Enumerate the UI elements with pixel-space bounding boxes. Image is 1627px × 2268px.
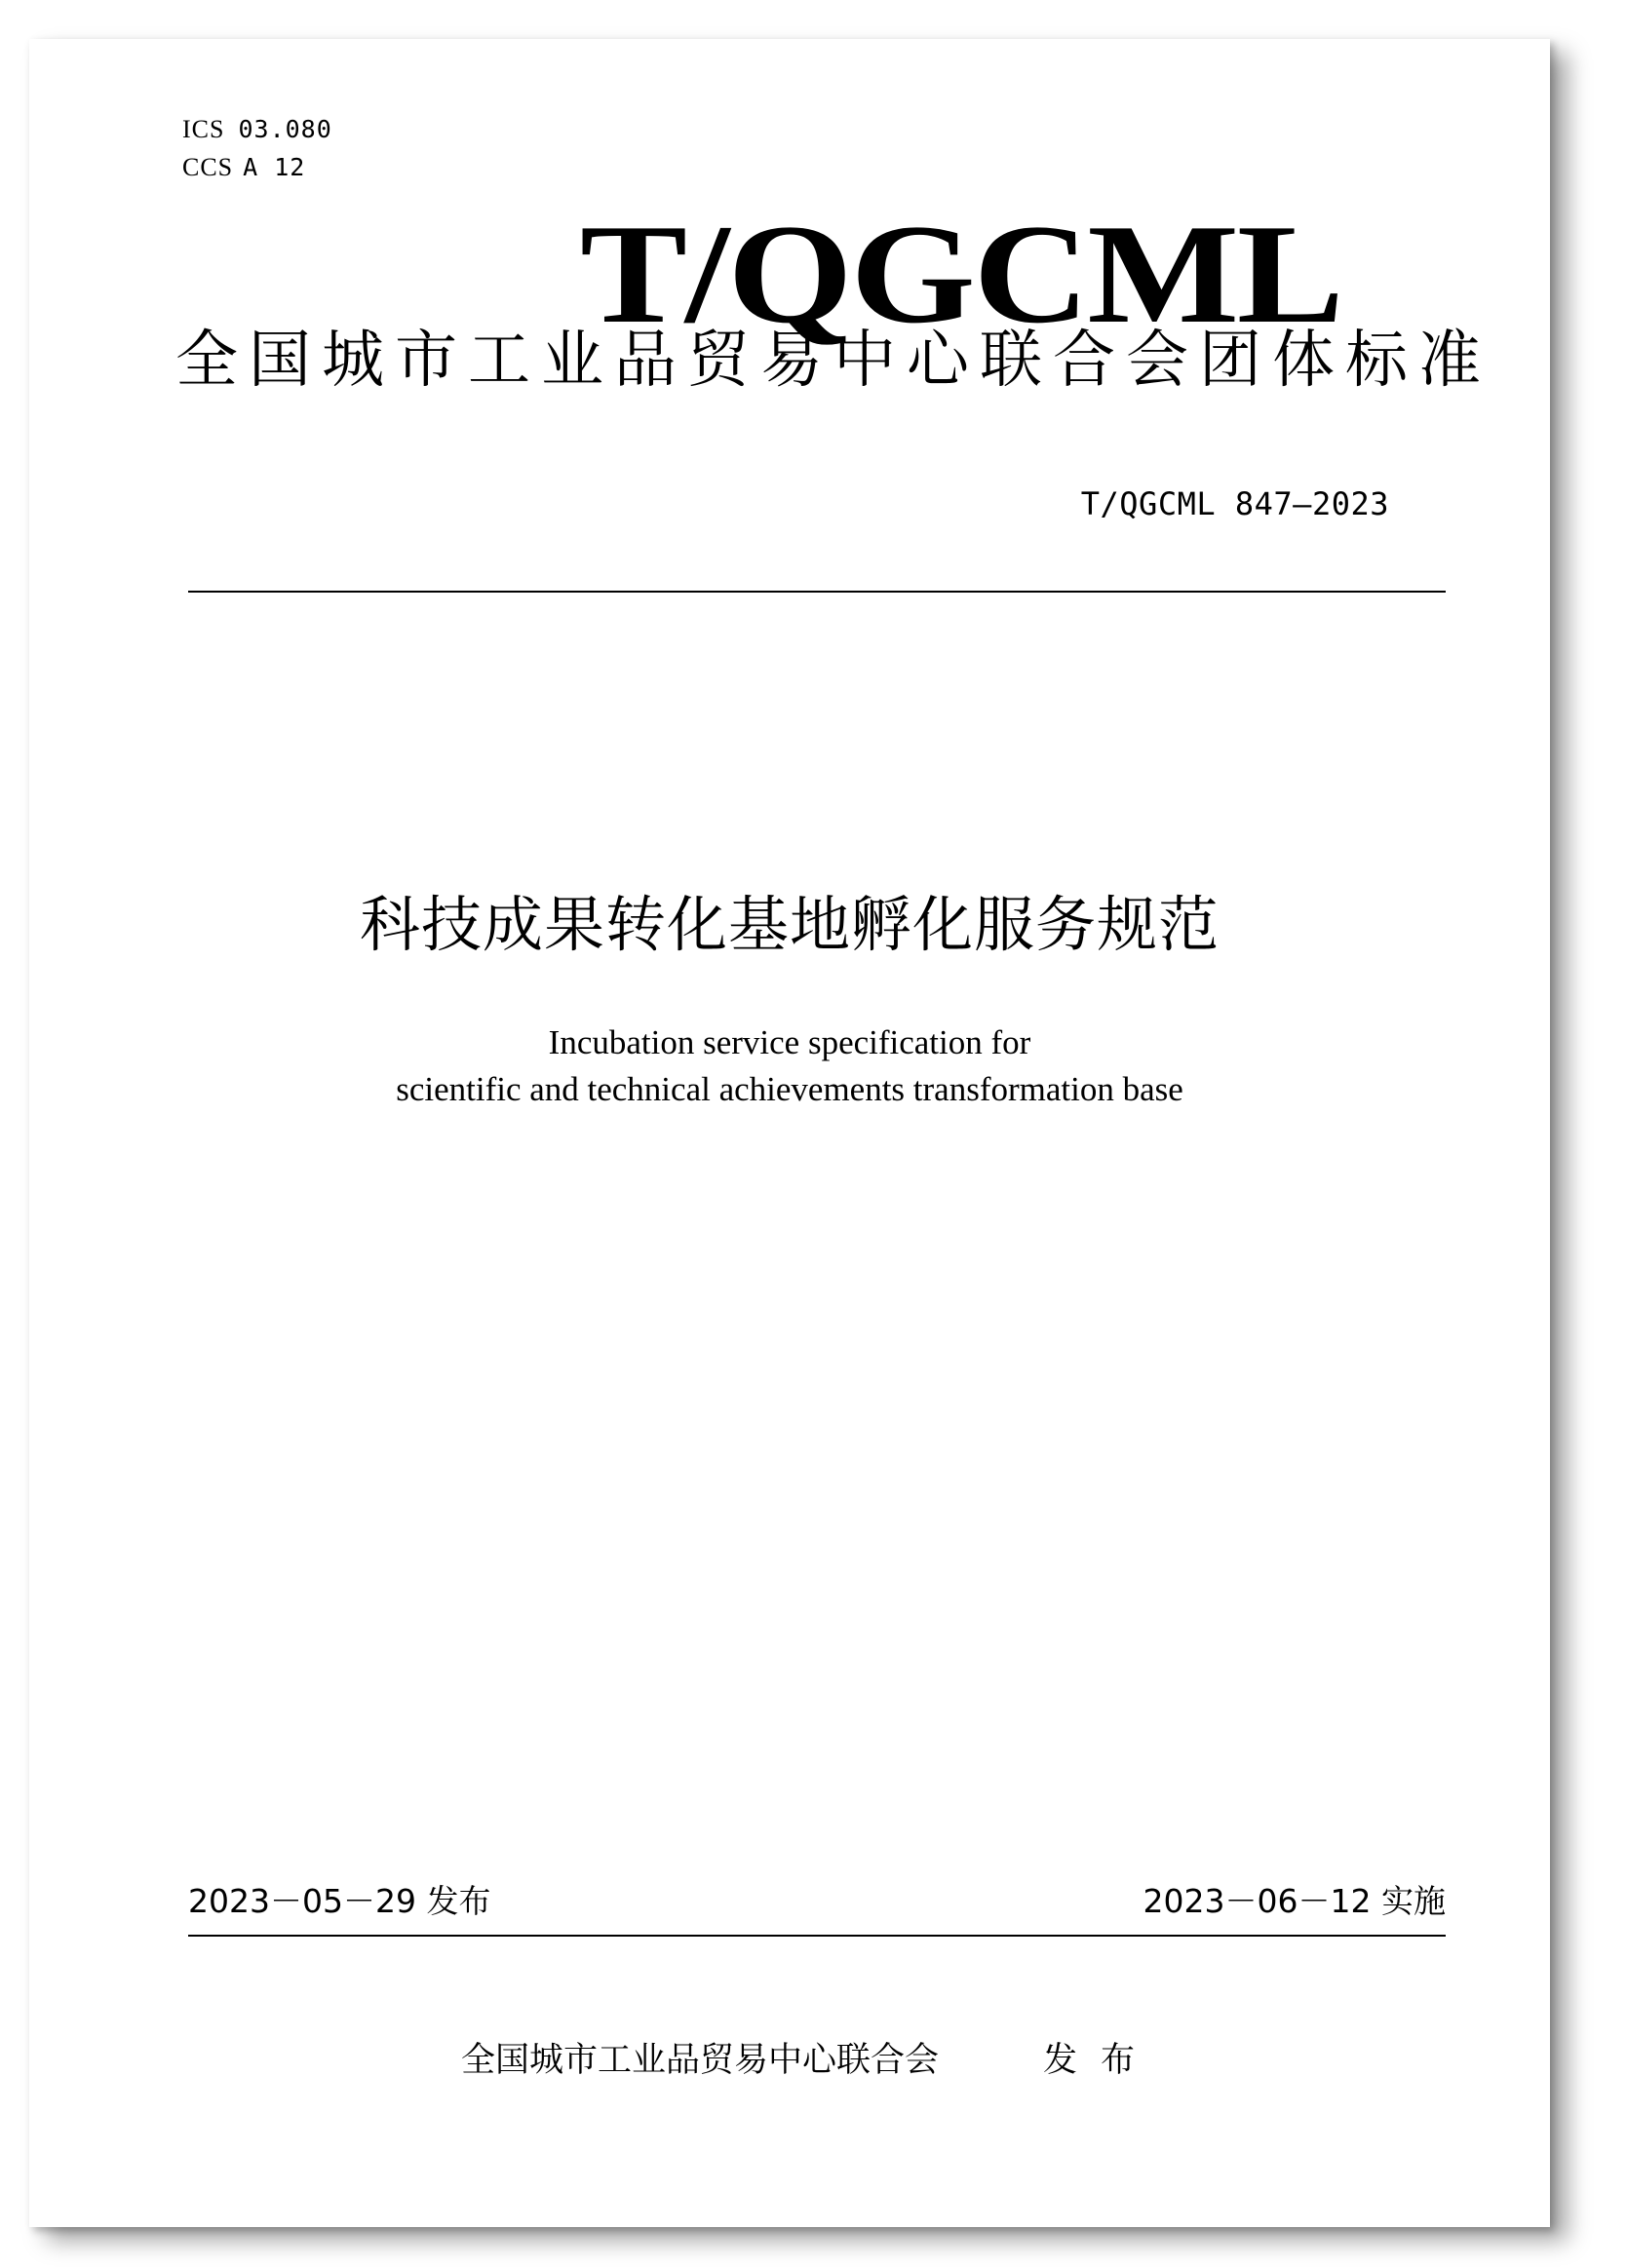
bottom-divider (188, 1935, 1446, 1937)
ics-label: ICS (182, 115, 225, 143)
document-title-english-line1: Incubation service specification for (548, 1023, 1031, 1061)
standard-code-logo: T/QGCML (580, 195, 1342, 353)
publisher-name: 全国城市工业品贸易中心联合会 (461, 2041, 940, 2080)
release-date: 2023－05－29 发布 (188, 1882, 491, 1920)
top-divider (188, 591, 1446, 593)
publish-label: 发布 (1043, 2041, 1159, 2080)
organization-standard-title: 全国城市工业品贸易中心联合会团体标准 (175, 325, 1491, 397)
ics-code: 03.080 (238, 115, 332, 143)
ccs-label: CCS (182, 153, 234, 181)
implementation-date: 2023－06－12 实施 (1143, 1882, 1446, 1920)
standard-number: T/QGCML 847—2023 (1080, 485, 1389, 522)
ics-classification (182, 115, 332, 144)
ccs-classification (182, 153, 305, 182)
document-cover-page (29, 39, 1550, 2227)
document-title-chinese: 科技成果转化基地孵化服务规范 (359, 889, 1220, 960)
ccs-code: A 12 (243, 153, 306, 181)
document-title-english-line2: scientific and technical achievements transformation base (396, 1070, 1183, 1108)
